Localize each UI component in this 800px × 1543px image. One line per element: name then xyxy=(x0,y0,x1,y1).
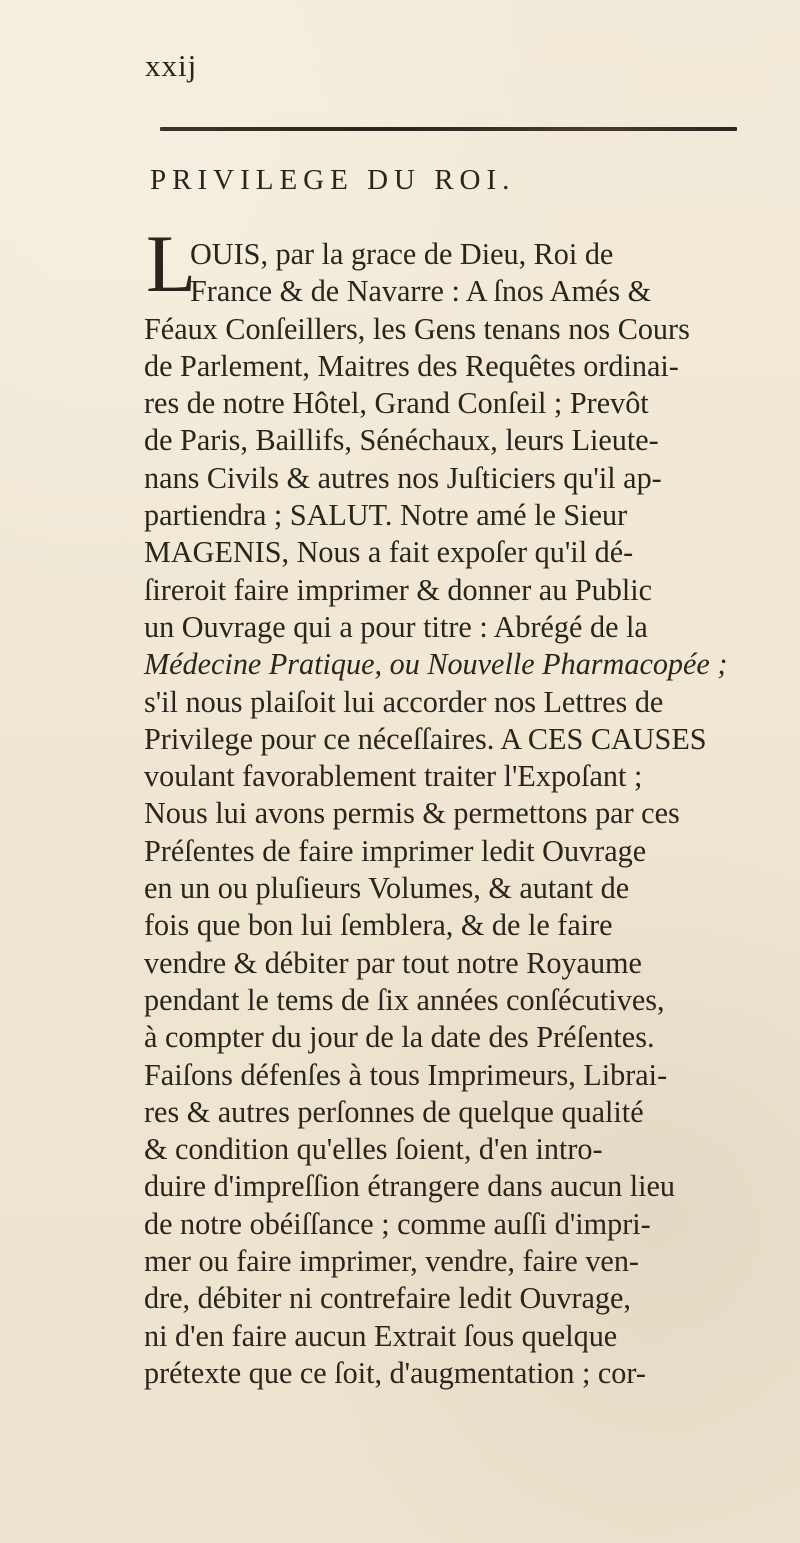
text-line: un Ouvrage qui a pour titre : Abrégé de la xyxy=(144,609,648,644)
text-line: res de notre Hôtel, Grand Conſeil ; Prevôt xyxy=(144,386,649,421)
text-line: prétexte que ce ſoit, d'augmentation ; cor- xyxy=(144,1355,646,1390)
header-rule xyxy=(160,127,737,131)
text-line: MAGENIS, Nous a fait expoſer qu'il dé- xyxy=(144,535,634,570)
text-line: Médecine Pratique, ou Nouvelle Pharmacopée ; xyxy=(144,647,728,682)
text-line: & condition qu'elles ſoient, d'en intro- xyxy=(144,1132,603,1167)
privilege-title: PRIVILEGE DU ROI. xyxy=(150,164,516,196)
text-line: voulant favorablement traiter l'Expoſant ; xyxy=(144,759,643,794)
text-line: Nous lui avons permis & permettons par ces xyxy=(144,796,680,831)
text-line: Faiſons défenſes à tous Imprimeurs, Librai- xyxy=(144,1057,668,1092)
privilege-text xyxy=(144,236,750,1392)
text-line: res & autres perſonnes de quelque qualité xyxy=(144,1094,644,1129)
text-line: fois que bon lui ſemblera, & de le faire xyxy=(144,908,613,943)
text-line: France & de Navarre : A ſnos Amés & xyxy=(190,274,652,309)
text-line: nans Civils & autres nos Juſticiers qu'il ap- xyxy=(144,460,662,495)
text-line: OUIS, par la grace de Dieu, Roi de xyxy=(190,237,614,271)
text-line: ni d'en faire aucun Extrait ſous quelque xyxy=(144,1318,618,1353)
text-line: de notre obéiſſance ; comme auſſi d'impri- xyxy=(144,1206,651,1241)
page-number: xxij xyxy=(145,48,198,83)
text-line: en un ou pluſieurs Volumes, & autant de xyxy=(144,871,630,906)
text-line: dre, débiter ni contrefaire ledit Ouvrage, xyxy=(144,1281,631,1316)
text-line: ſireroit faire imprimer & donner au Public xyxy=(144,572,652,607)
text-line: de Paris, Baillifs, Sénéchaux, leurs Lieute- xyxy=(144,423,659,458)
drop-cap: L xyxy=(146,218,197,309)
text-line: à compter du jour de la date des Préſentes. xyxy=(144,1020,655,1055)
text-line: vendre & débiter par tout notre Royaume xyxy=(144,945,642,980)
text-line: Féaux Conſeillers, les Gens tenans nos Cours xyxy=(144,311,690,346)
text-line: s'il nous plaiſoit lui accorder nos Lettres de xyxy=(144,684,664,719)
text-line: partiendra ; SALUT. Notre amé le Sieur xyxy=(144,498,628,533)
text-line: Privilege pour ce néceſſaires. A CES CAUSES xyxy=(144,721,707,756)
text-line: mer ou faire imprimer, vendre, faire ven- xyxy=(144,1244,639,1279)
text-line: duire d'impreſſion étrangere dans aucun lieu xyxy=(144,1169,676,1204)
text-line: pendant le tems de ſix années conſécutives, xyxy=(144,982,665,1017)
text-line: de Parlement, Maitres des Requêtes ordinai- xyxy=(144,348,679,383)
text-line: Préſentes de faire imprimer ledit Ouvrage xyxy=(144,833,647,868)
